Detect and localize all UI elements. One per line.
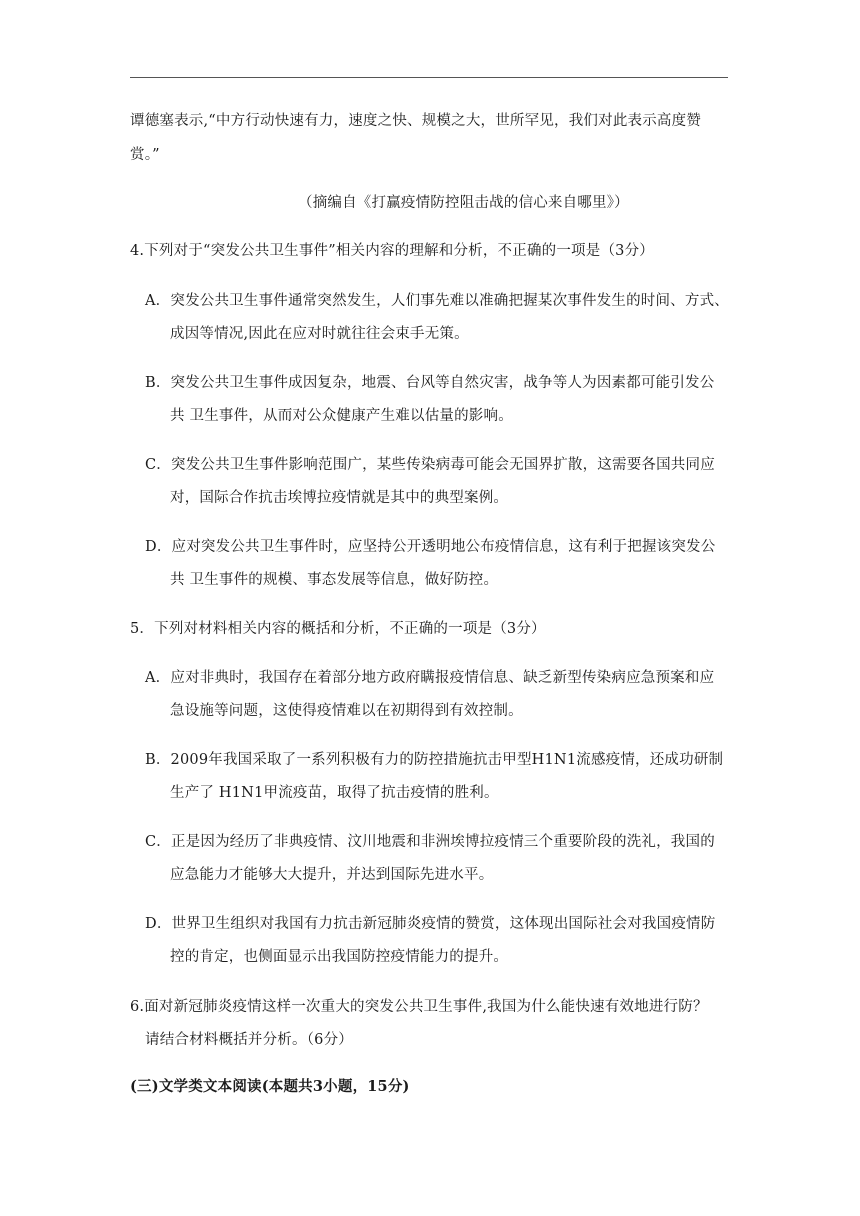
q5-option-c-line-2: 应急能力才能够大大提升，并达到国际先进水平。: [170, 867, 494, 883]
q4-option-d-line-2: 共 卫生事件的规模、事态发展等信息，做好防控。: [170, 572, 499, 588]
q5-option-c-line-1: C．正是因为经历了非典疫情、汶川地震和非洲埃博拉疫情三个重要阶段的洗礼，我国的: [145, 834, 715, 850]
header-rule: [130, 77, 728, 78]
q5-option-b-line-2: 生产了 H1N1甲流疫苗，取得了抗击疫情的胜利。: [170, 785, 499, 801]
q4-option-b-line-2: 共 卫生事件，从而对公众健康产生难以估量的影响。: [170, 408, 513, 424]
source-citation: （摘编自《打赢疫情防控阻击战的信心来自哪里》）: [298, 195, 629, 211]
q4-option-a-line-2: 成因等情况,因此在应对时就往往会束手无策。: [170, 326, 469, 342]
q5-option-d-line-1: D．世界卫生组织对我国有力抗击新冠肺炎疫情的赞赏，这体现出国际社会对我国疫情防: [145, 916, 716, 932]
passage-line-2: 赏。”: [130, 147, 160, 163]
q6-line-2: 请结合材料概括并分析。（6分）: [145, 1032, 353, 1048]
q4-option-b-line-1: B．突发公共卫生事件成因复杂，地震、台风等自然灾害，战争等人为因素都可能引发公: [145, 375, 715, 391]
q5-option-b-line-1: B．2009年我国采取了一系列积极有力的防控措施抗击甲型H1N1流感疫情，还成功研制: [145, 752, 724, 768]
q5-stem: 5．下列对材料相关内容的概括和分析，不正确的一项是（3分）: [130, 621, 546, 637]
q4-option-c-line-1: C．突发公共卫生事件影响范围广，某些传染病毒可能会无国界扩散，这需要各国共同应: [145, 457, 715, 473]
q4-stem: 4.下列对于“突发公共卫生事件”相关内容的理解和分析，不正确的一项是（3分）: [130, 243, 654, 259]
q4-option-a-line-1: A．突发公共卫生事件通常突然发生，人们事先难以准确把握某次事件发生的时间、方式、: [145, 293, 729, 309]
q5-option-d-line-2: 控的肯定，也侧面显示出我国防控疫情能力的提升。: [170, 949, 509, 965]
passage-line-1: 谭德塞表示,“中方行动快速有力，速度之快、规模之大，世所罕见，我们对此表示高度赞: [130, 113, 702, 129]
section-heading: (三)文学类文本阅读(本题共3小题，15分): [130, 1078, 410, 1095]
q5-option-a-line-1: A．应对非典时，我国存在着部分地方政府瞒报疫情信息、缺乏新型传染病应急预案和应: [145, 670, 715, 686]
q4-option-d-line-1: D．应对突发公共卫生事件时，应坚持公开透明地公布疫情信息，这有利于把握该突发公: [145, 539, 716, 555]
q6-line-1: 6.面对新冠肺炎疫情这样一次重大的突发公共卫生事件,我国为什么能快速有效地进行防？: [130, 999, 708, 1015]
q4-option-c-line-2: 对，国际合作抗击埃博拉疫情就是其中的典型案例。: [170, 490, 509, 506]
q5-option-a-line-2: 急设施等问题，这使得疫情难以在初期得到有效控制。: [170, 703, 523, 719]
